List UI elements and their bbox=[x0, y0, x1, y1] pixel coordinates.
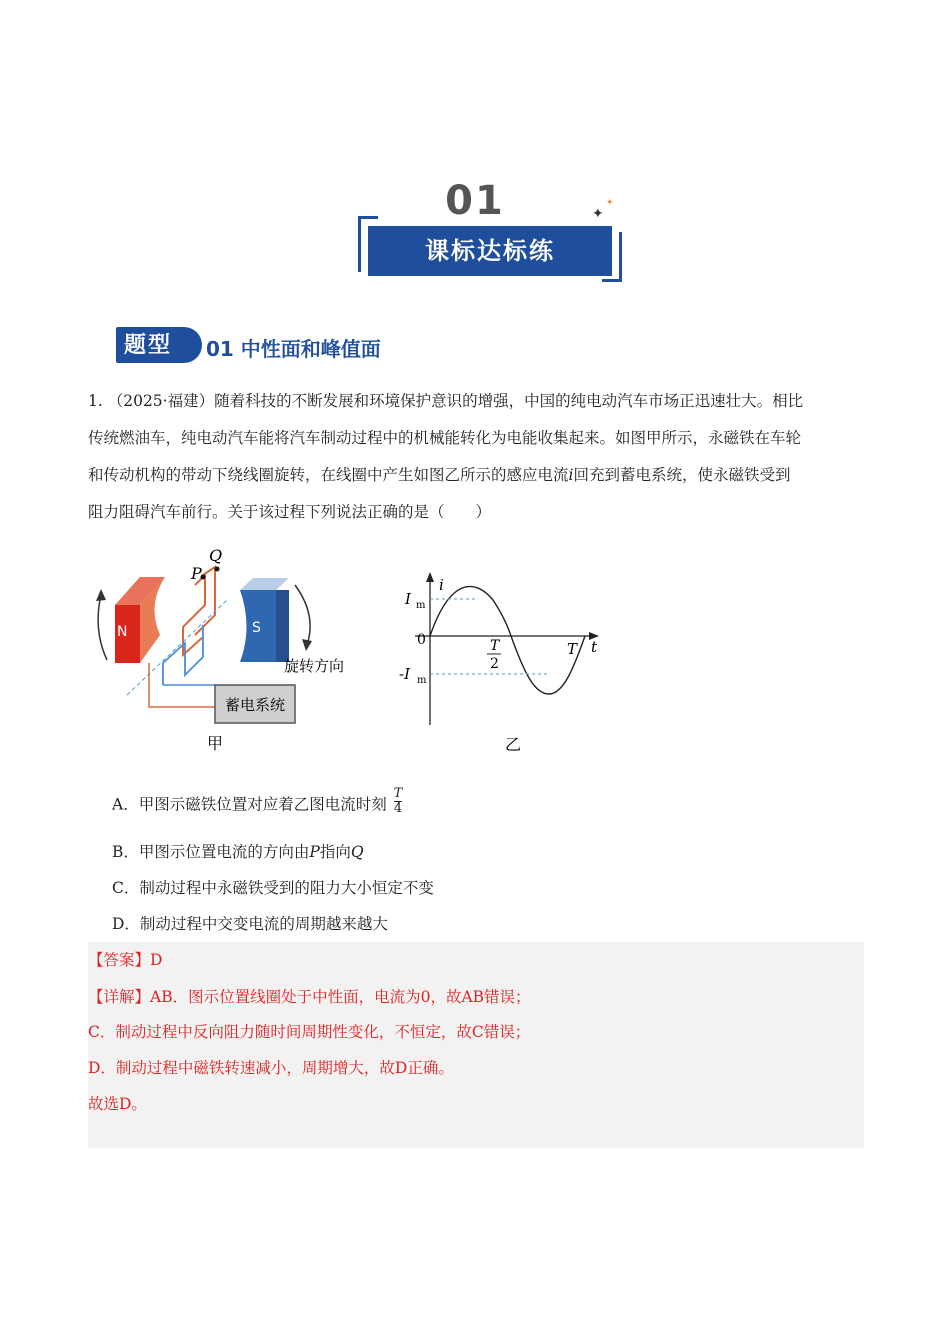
i-axis-arrow bbox=[426, 572, 434, 582]
label-n: N bbox=[117, 624, 128, 640]
figure-jia bbox=[85, 545, 375, 755]
label-q: Q bbox=[209, 546, 223, 565]
option-a-fraction bbox=[394, 787, 403, 816]
question-line-3 bbox=[88, 457, 868, 494]
section-number: 01 bbox=[445, 178, 505, 224]
label-s: S bbox=[252, 620, 261, 636]
label-im: I bbox=[405, 590, 411, 608]
question-line-4: 阻力阻碍汽车前行。关于该过程下列说法正确的是（ ） bbox=[88, 503, 492, 521]
option-a-text: A．甲图示磁铁位置对应着乙图电流时刻 bbox=[112, 795, 387, 814]
magnet-s-side bbox=[276, 590, 289, 662]
option-a-frac-num: T bbox=[393, 786, 403, 801]
option-b-text-mid: 指向 bbox=[319, 843, 351, 861]
question-type-tag: 题型 bbox=[116, 327, 202, 363]
rotation-arrow-right bbox=[295, 585, 310, 645]
option-b-text-a: B．甲图示位置电流的方向由 bbox=[112, 843, 310, 861]
figure-yi-caption: 乙 bbox=[504, 735, 522, 754]
section-title: 01 中性面和峰值面 bbox=[206, 337, 381, 361]
question-line-3-text-a: 和传动机构的带动下绕线圈旋转，在线圈中产生如图乙所示的感应电流 bbox=[88, 466, 569, 484]
label-p: P bbox=[191, 564, 202, 583]
rotation-arrow-left bbox=[98, 595, 107, 660]
coil-front bbox=[183, 575, 205, 655]
answer-line: 【答案】D bbox=[88, 951, 163, 969]
label-t: t bbox=[591, 638, 598, 656]
battery-label: 蓄电系统 bbox=[224, 696, 286, 714]
rotation-arrowhead-right bbox=[302, 639, 312, 651]
option-c: C．制动过程中永磁铁受到的阻力大小恒定不变 bbox=[112, 879, 434, 897]
sparkle-icon: ✦ bbox=[592, 206, 604, 222]
option-a bbox=[112, 786, 403, 820]
option-b bbox=[112, 840, 364, 862]
label-i: i bbox=[439, 576, 444, 594]
explanation-line-1: 【详解】AB．图示位置线圈处于中性面，电流为0，故AB错误； bbox=[88, 988, 531, 1006]
label-t2-den: 2 bbox=[490, 656, 499, 672]
label-neg-im-sub: m bbox=[417, 675, 427, 686]
explanation-line-4: 故选D。 bbox=[88, 1095, 147, 1113]
figure-jia-caption: 甲 bbox=[206, 734, 224, 753]
option-a-frac-den: 4 bbox=[393, 801, 403, 816]
rotation-label: 旋转方向 bbox=[284, 657, 345, 675]
question-line-3-text-b: 回充到蓄电系统，使永磁铁受到 bbox=[573, 466, 791, 484]
current-variable: i bbox=[568, 466, 574, 484]
magnet-s-top bbox=[240, 578, 289, 590]
point-q bbox=[215, 567, 220, 572]
label-neg-im: -I bbox=[399, 665, 410, 683]
label-im-sub: m bbox=[416, 600, 426, 611]
question-line-1: 1. （2025·福建）随着科技的不断发展和环境保护意识的增强，中国的纯电动汽车市场正迅速壮大。相比 bbox=[88, 392, 804, 410]
explanation-line-3: D．制动过程中磁铁转速减小，周期增大，故D正确。 bbox=[88, 1059, 454, 1077]
option-b-q: Q bbox=[350, 843, 364, 861]
label-zero: 0 bbox=[417, 632, 426, 648]
answer-box bbox=[88, 942, 864, 1148]
rotation-arrowhead-left bbox=[96, 589, 106, 601]
label-t2-num: T bbox=[490, 638, 500, 654]
question-line-2: 传统燃油车，纯电动汽车能将汽车制动过程中的机械能转化为电能收集起来。如图甲所示，永磁铁在车轮 bbox=[88, 429, 802, 447]
sine-curve bbox=[430, 586, 585, 694]
figure-yi bbox=[395, 570, 625, 755]
explanation-line-2: C．制动过程中反向阻力随时间周期性变化，不恒定，故C错误； bbox=[88, 1023, 531, 1041]
sparkle-small-icon: ✦ bbox=[606, 198, 614, 208]
option-b-p: P bbox=[309, 843, 320, 861]
banner-title: 课标达标练 bbox=[368, 226, 612, 276]
option-d: D．制动过程中交变电流的周期越来越大 bbox=[112, 915, 388, 933]
label-period: T bbox=[567, 640, 578, 658]
